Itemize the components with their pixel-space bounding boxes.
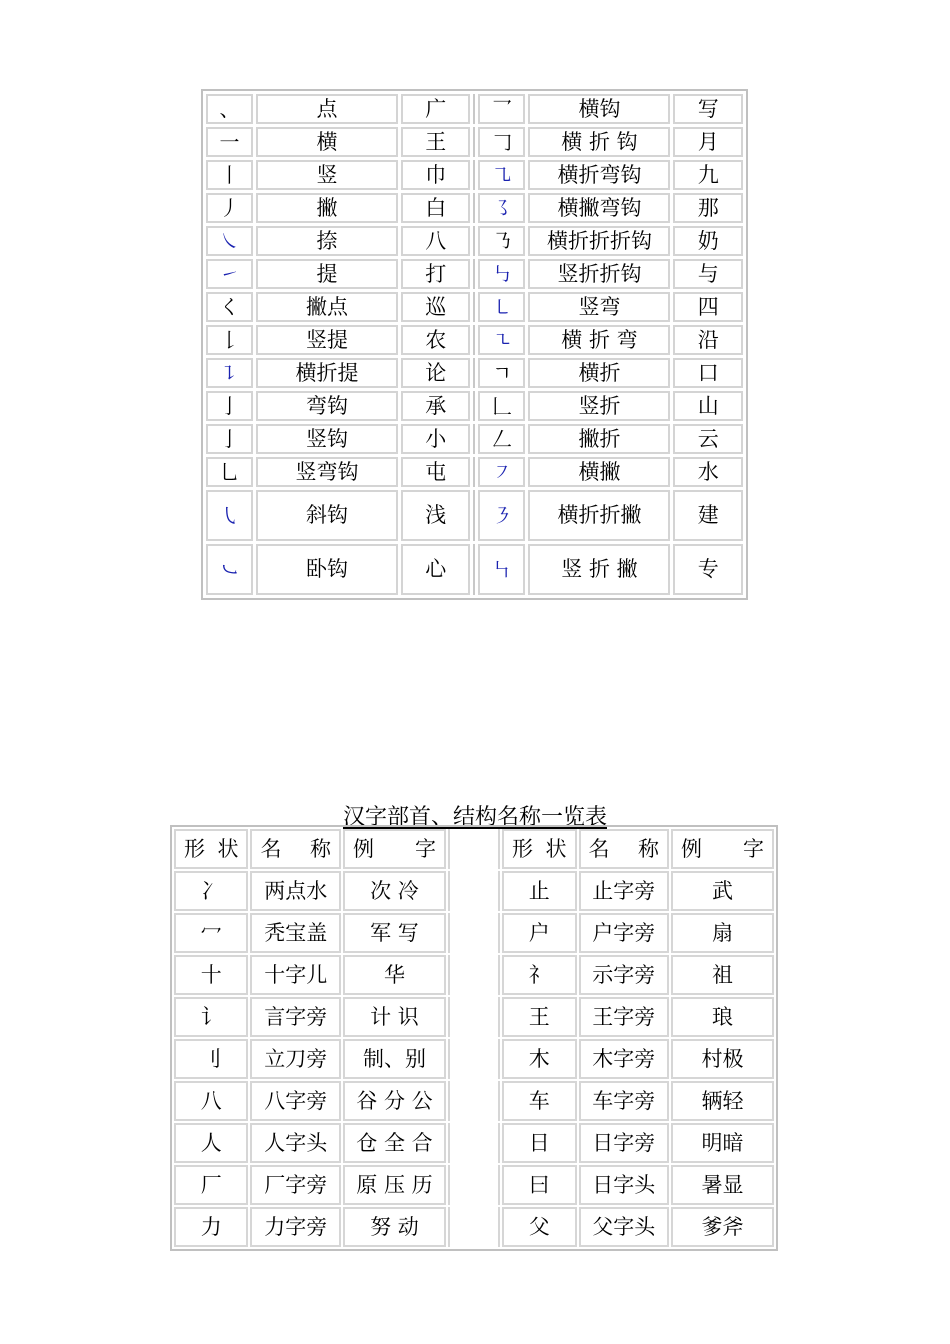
stroke-example: 建	[673, 490, 743, 541]
stroke-example: 心	[401, 544, 470, 595]
stroke-shape: ㄱ	[478, 358, 525, 388]
stroke-example: 农	[401, 325, 470, 355]
stroke-example: 专	[673, 544, 743, 595]
radical-shape: 人	[174, 1123, 248, 1163]
stroke-shape: ㇃	[206, 544, 253, 595]
stroke-example: 山	[673, 391, 743, 421]
stroke-row	[206, 160, 743, 190]
stroke-example: 打	[401, 259, 470, 289]
stroke-example: 写	[673, 94, 743, 124]
stroke-shape: 亅	[206, 424, 253, 454]
stroke-shape: ㇀	[206, 259, 253, 289]
column-divider	[473, 193, 475, 223]
stroke-example: 那	[673, 193, 743, 223]
radical-example: 扇	[671, 913, 774, 953]
middle-spacer	[448, 871, 500, 911]
stroke-example: 沿	[673, 325, 743, 355]
column-divider	[473, 160, 475, 190]
stroke-example: 广	[401, 94, 470, 124]
stroke-name: 捺	[256, 226, 398, 256]
stroke-row	[206, 292, 743, 322]
radical-shape: 父	[502, 1207, 576, 1247]
radical-shape: 曰	[502, 1165, 576, 1205]
radical-name: 八字旁	[250, 1081, 341, 1121]
radical-shape: 木	[502, 1039, 576, 1079]
radical-example: 琅	[671, 997, 774, 1037]
middle-spacer	[448, 997, 500, 1037]
radical-row	[174, 955, 774, 995]
radical-shape: 刂	[174, 1039, 248, 1079]
radical-shape: 八	[174, 1081, 248, 1121]
stroke-name: 弯钩	[256, 391, 398, 421]
radical-row	[174, 997, 774, 1037]
stroke-name: 横折折折钩	[528, 226, 670, 256]
stroke-name: 横折折撇	[528, 490, 670, 541]
header-example: 例 字	[343, 829, 446, 869]
stroke-shape: ㇂	[206, 490, 253, 541]
stroke-row	[206, 226, 743, 256]
radical-name: 立刀旁	[250, 1039, 341, 1079]
radical-shape: 止	[502, 871, 576, 911]
stroke-name: 竖弯钩	[256, 457, 398, 487]
stroke-shape: ㇡	[478, 226, 525, 256]
stroke-example: 巾	[401, 160, 470, 190]
stroke-name: 提	[256, 259, 398, 289]
radical-example: 谷 分 公	[343, 1081, 446, 1121]
column-divider	[473, 391, 475, 421]
column-divider	[473, 127, 475, 157]
radical-name: 十字儿	[250, 955, 341, 995]
middle-spacer	[448, 1081, 500, 1121]
radical-example: 次 冷	[343, 871, 446, 911]
stroke-shape: 亅	[206, 391, 253, 421]
middle-spacer	[448, 955, 500, 995]
stroke-example: 水	[673, 457, 743, 487]
header-name: 名 称	[250, 829, 341, 869]
stroke-name: 斜钩	[256, 490, 398, 541]
stroke-name: 竖提	[256, 325, 398, 355]
stroke-name: 点	[256, 94, 398, 124]
radical-name: 日字旁	[579, 1123, 670, 1163]
radical-row	[174, 913, 774, 953]
radical-shape: 冖	[174, 913, 248, 953]
column-divider	[473, 259, 475, 289]
stroke-shape: 、	[206, 94, 253, 124]
stroke-name: 横 折 弯	[528, 325, 670, 355]
radical-example: 辆轻	[671, 1081, 774, 1121]
stroke-name: 竖钩	[256, 424, 398, 454]
radical-example: 武	[671, 871, 774, 911]
stroke-name: 横钩	[528, 94, 670, 124]
stroke-shape: ㇏	[206, 226, 253, 256]
radical-name: 止字旁	[579, 871, 670, 911]
column-divider	[473, 358, 475, 388]
radical-name: 人字头	[250, 1123, 341, 1163]
stroke-row	[206, 457, 743, 487]
stroke-shape: ㇉	[478, 259, 525, 289]
header-name: 名 称	[579, 829, 670, 869]
stroke-example: 云	[673, 424, 743, 454]
stroke-row	[206, 358, 743, 388]
column-divider	[473, 424, 475, 454]
radical-name: 厂字旁	[250, 1165, 341, 1205]
column-divider	[473, 490, 475, 541]
stroke-shape: ㇍	[478, 325, 525, 355]
stroke-example: 八	[401, 226, 470, 256]
radical-shape: 王	[502, 997, 576, 1037]
stroke-example: 月	[673, 127, 743, 157]
middle-spacer	[448, 913, 500, 953]
stroke-name: 横折提	[256, 358, 398, 388]
radical-shape: 车	[502, 1081, 576, 1121]
stroke-name: 竖折折钩	[528, 259, 670, 289]
column-divider	[473, 325, 475, 355]
header-shape: 形 状	[502, 829, 576, 869]
stroke-shape: 一	[206, 127, 253, 157]
stroke-row	[206, 127, 743, 157]
stroke-name: 横撇	[528, 457, 670, 487]
column-divider	[473, 94, 475, 124]
radical-name: 王字旁	[579, 997, 670, 1037]
radical-row	[174, 1039, 774, 1079]
radical-example: 计 识	[343, 997, 446, 1037]
radical-example: 暑显	[671, 1165, 774, 1205]
radical-shape: 礻	[502, 955, 576, 995]
stroke-shape: 𠃋	[478, 424, 525, 454]
stroke-shape: 𠃌	[478, 127, 525, 157]
radical-example: 制、别	[343, 1039, 446, 1079]
stroke-row	[206, 94, 743, 124]
stroke-row	[206, 193, 743, 223]
middle-spacer	[448, 1123, 500, 1163]
stroke-shape: ㇞	[478, 544, 525, 595]
radical-table	[170, 825, 778, 1251]
stroke-row	[206, 391, 743, 421]
radical-name: 秃宝盖	[250, 913, 341, 953]
stroke-example: 论	[401, 358, 470, 388]
stroke-example: 白	[401, 193, 470, 223]
middle-spacer	[448, 1039, 500, 1079]
stroke-shape: 丨	[206, 160, 253, 190]
radical-shape: 讠	[174, 997, 248, 1037]
stroke-name: 横折	[528, 358, 670, 388]
radical-example: 仓 全 合	[343, 1123, 446, 1163]
stroke-example: 与	[673, 259, 743, 289]
radical-name: 言字旁	[250, 997, 341, 1037]
stroke-shape: ㇋	[478, 490, 525, 541]
stroke-name: 竖弯	[528, 292, 670, 322]
stroke-shape: ㇊	[206, 358, 253, 388]
radical-name: 力字旁	[250, 1207, 341, 1247]
radical-name: 木字旁	[579, 1039, 670, 1079]
stroke-row	[206, 325, 743, 355]
stroke-name: 卧钩	[256, 544, 398, 595]
column-divider	[473, 292, 475, 322]
radical-row	[174, 1165, 774, 1205]
stroke-name: 竖折	[528, 391, 670, 421]
stroke-name: 撇折	[528, 424, 670, 454]
stroke-name: 撇	[256, 193, 398, 223]
middle-spacer	[448, 1165, 500, 1205]
stroke-row	[206, 544, 743, 595]
stroke-name: 横折弯钩	[528, 160, 670, 190]
stroke-shape: 乛	[478, 94, 525, 124]
stroke-example: 小	[401, 424, 470, 454]
stroke-shape: ㇇	[478, 457, 525, 487]
stroke-example: 巡	[401, 292, 470, 322]
radical-table-title: 汉字部首、结构名称一览表	[342, 805, 607, 830]
header-shape: 形 状	[174, 829, 248, 869]
radical-example: 军 写	[343, 913, 446, 953]
stroke-row	[206, 259, 743, 289]
stroke-name: 横撇弯钩	[528, 193, 670, 223]
radical-example: 明暗	[671, 1123, 774, 1163]
stroke-example: 四	[673, 292, 743, 322]
radical-row	[174, 1207, 774, 1247]
stroke-shape: ㇄	[478, 292, 525, 322]
stroke-shape: 𠃊	[478, 391, 525, 421]
radical-shape: 冫	[174, 871, 248, 911]
stroke-row	[206, 490, 743, 541]
stroke-name: 横	[256, 127, 398, 157]
radical-example: 华	[343, 955, 446, 995]
stroke-shape: ㇈	[478, 160, 525, 190]
header-example: 例 字	[671, 829, 774, 869]
stroke-name: 竖 折 撇	[528, 544, 670, 595]
radical-example: 爹斧	[671, 1207, 774, 1247]
stroke-shape: ㇌	[478, 193, 525, 223]
stroke-example: 口	[673, 358, 743, 388]
radical-shape: 力	[174, 1207, 248, 1247]
stroke-row	[206, 424, 743, 454]
stroke-example: 王	[401, 127, 470, 157]
radical-name: 日字头	[579, 1165, 670, 1205]
stroke-example: 浅	[401, 490, 470, 541]
radical-row	[174, 1081, 774, 1121]
radical-header-row	[174, 829, 774, 869]
radical-shape: 十	[174, 955, 248, 995]
stroke-name: 撇点	[256, 292, 398, 322]
radical-shape: 日	[502, 1123, 576, 1163]
stroke-example: 承	[401, 391, 470, 421]
stroke-example: 九	[673, 160, 743, 190]
stroke-name: 横 折 钩	[528, 127, 670, 157]
stroke-shape: 乚	[206, 457, 253, 487]
stroke-shape: く	[206, 292, 253, 322]
radical-shape: 户	[502, 913, 576, 953]
radical-name: 两点水	[250, 871, 341, 911]
radical-name: 车字旁	[579, 1081, 670, 1121]
radical-example: 祖	[671, 955, 774, 995]
radical-example: 原 压 历	[343, 1165, 446, 1205]
column-divider	[473, 226, 475, 256]
column-divider	[473, 544, 475, 595]
radical-example: 努 动	[343, 1207, 446, 1247]
stroke-shape: 丿	[206, 193, 253, 223]
radical-row	[174, 871, 774, 911]
column-divider	[473, 457, 475, 487]
stroke-shape: 𠄌	[206, 325, 253, 355]
radical-shape: 厂	[174, 1165, 248, 1205]
radical-name: 户字旁	[579, 913, 670, 953]
radical-row	[174, 1123, 774, 1163]
stroke-name: 竖	[256, 160, 398, 190]
middle-spacer	[448, 1207, 500, 1247]
radical-example: 村极	[671, 1039, 774, 1079]
radical-name: 父字头	[579, 1207, 670, 1247]
stroke-table	[201, 89, 748, 600]
stroke-example: 奶	[673, 226, 743, 256]
radical-name: 示字旁	[579, 955, 670, 995]
middle-spacer	[448, 829, 500, 869]
stroke-example: 屯	[401, 457, 470, 487]
